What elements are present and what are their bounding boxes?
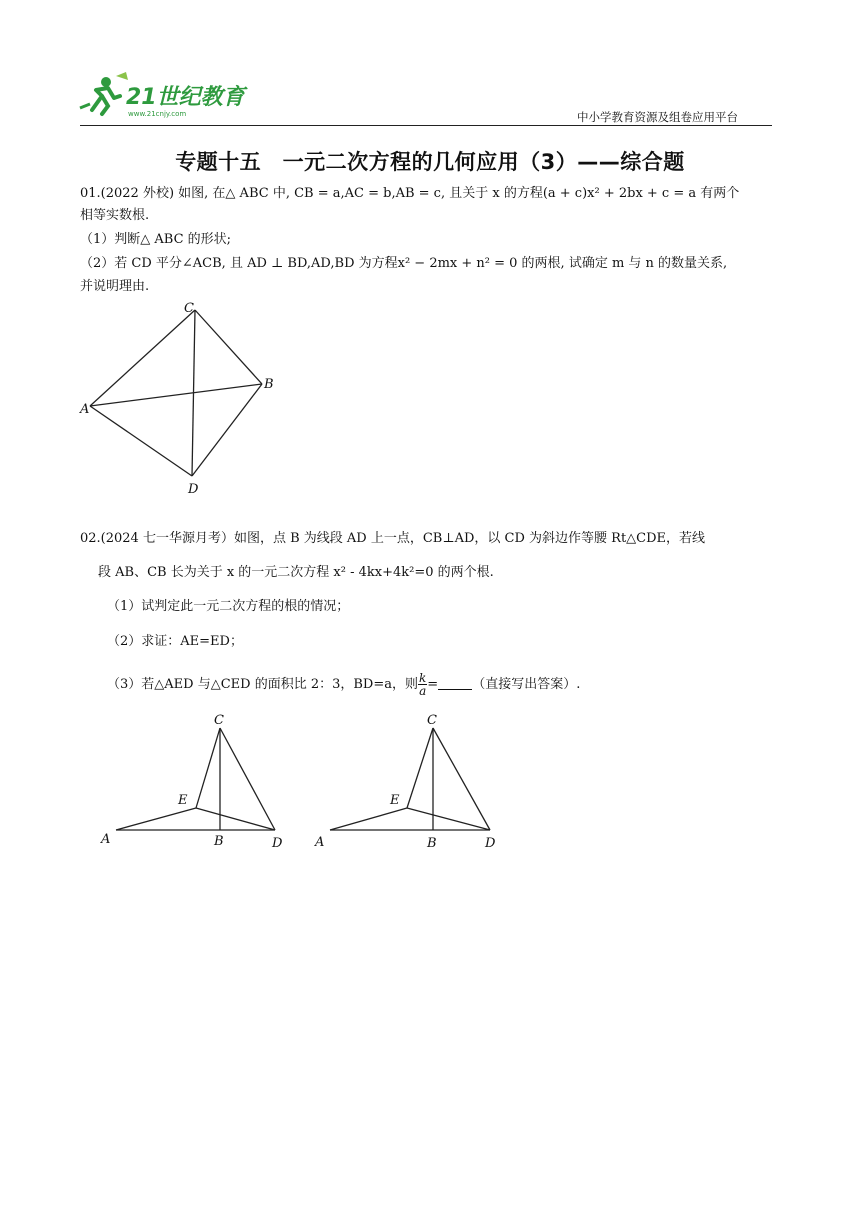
logo-text: 21世纪教育 (126, 85, 245, 110)
q2-figure-left (96, 708, 296, 858)
q2a-label-c: C (214, 713, 224, 728)
q1-figure (78, 296, 278, 500)
page-title: 专题十五 一元二次方程的几何应用（3）——综合题 (175, 150, 685, 174)
q2-part3-pre: （3）若△AED 与△CED 的面积比 2：3，BD=a，则 (107, 677, 418, 692)
q2-line1: 02.(2024 七一华源月考）如图，点 B 为线段 AD 上一点，CB⊥AD，以 CD 为斜边作等腰 Rt△CDE，若线 (80, 531, 706, 546)
platform-name: 中小学教育资源及组卷应用平台 (577, 110, 738, 124)
q2a-label-b: B (214, 834, 224, 849)
q2-part1: （1）试判定此一元二次方程的根的情况； (107, 599, 350, 614)
q2b-label-a: A (315, 835, 325, 850)
q1-line2: 相等实数根. (80, 208, 150, 223)
q2-part3-post: （直接写出答案）. (472, 677, 581, 692)
q2b-label-d: D (485, 836, 496, 851)
header-divider (80, 125, 772, 126)
q2-equals: = (427, 677, 439, 692)
q1-line1: 01.(2022 外校) 如图, 在△ ABC 中, CB = a,AC = b,AB = c, 且关于 x 的方程(a + c)x² + 2bx + c = a 有两个 (80, 186, 740, 201)
q1-label-b: B (264, 377, 274, 392)
q2-fraction (418, 672, 427, 697)
runner-icon (80, 72, 128, 114)
logo-url: www.21cnjy.com (128, 110, 187, 118)
q1-part2: （2）若 CD 平分∠ACB, 且 AD ⊥ BD,AD,BD 为方程x² − 2mx + n² = 0 的两根, 试确定 m 与 n 的数量关系, (80, 256, 728, 271)
q2a-label-e: E (178, 793, 188, 808)
q1-part1: （1）判断△ ABC 的形状; (80, 232, 232, 247)
q2-line2: 段 AB、CB 长为关于 x 的一元二次方程 x² - 4kx+4k²=0 的两个根. (98, 565, 494, 580)
fraction-numerator: k (419, 671, 427, 685)
fraction-denominator: a (419, 684, 427, 698)
q2b-label-c: C (427, 713, 437, 728)
q2a-label-d: D (272, 836, 283, 851)
site-logo (78, 70, 258, 120)
q2-figure-right (310, 708, 510, 858)
q2b-label-b: B (427, 836, 437, 851)
q1-part2b: 并说明理由. (80, 279, 150, 294)
q2-part3 (107, 672, 580, 697)
q1-label-a: A (80, 402, 90, 417)
q2-part2: （2）求证：AE=ED； (107, 634, 243, 649)
answer-blank[interactable] (438, 675, 472, 690)
q2b-label-e: E (390, 793, 400, 808)
q1-label-c: C (184, 301, 194, 316)
q2a-label-a: A (101, 832, 111, 847)
q1-label-d: D (188, 482, 199, 497)
